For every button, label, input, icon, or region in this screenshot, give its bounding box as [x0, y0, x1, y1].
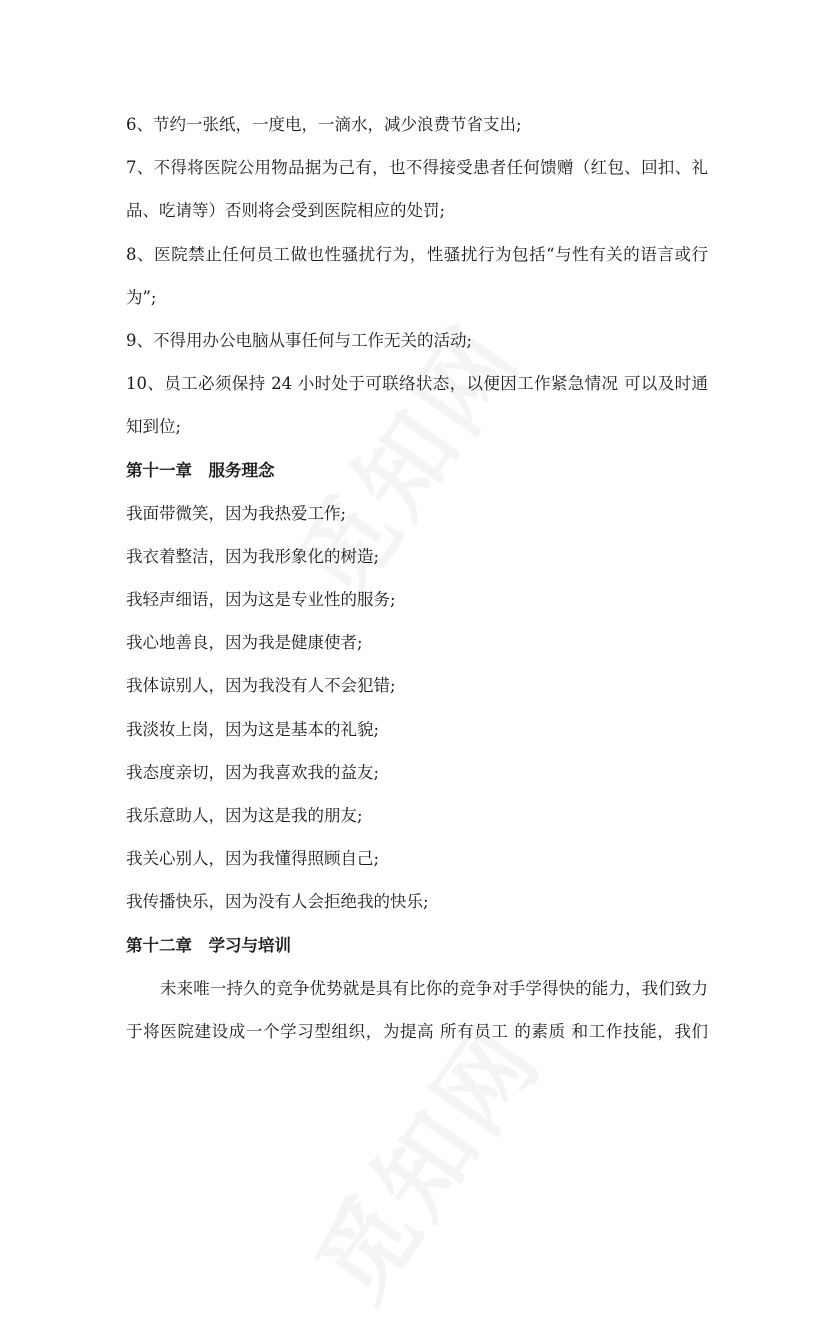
service-principle: 我轻声细语，因为这是专业性的服务;	[126, 590, 396, 610]
rule-item-8: 8、医院禁止任何员工做也性骚扰行为，性骚扰行为包括“与性有关的语言或行	[126, 244, 708, 264]
rule-item-9: 9、不得用办公电脑从事任何与工作无关的活动;	[126, 330, 473, 350]
service-principle: 我面带微笑，因为我热爱工作;	[126, 503, 347, 523]
service-principle: 我态度亲切，因为我喜欢我的益友;	[126, 762, 380, 782]
service-principle: 我传播快乐，因为没有人会拒绝我的快乐;	[126, 892, 429, 912]
service-principle: 我心地善良，因为我是健康使者;	[126, 633, 363, 653]
service-principle: 我衣着整洁，因为我形象化的树造;	[126, 546, 380, 566]
service-principle: 我乐意助人，因为这是我的朋友;	[126, 806, 363, 825]
chapter-heading-11: 第十一章 服务理念	[126, 460, 275, 480]
rule-item-7: 7、不得将医院公用物品据为己有，也不得接受患者任何馈赠（红包、回扣、礼	[126, 158, 708, 178]
service-principle: 我淡妆上岗，因为这是基本的礼貌;	[126, 719, 380, 739]
rule-item-10-cont: 知到位;	[126, 417, 182, 437]
chapter-heading-12: 第十二章 学习与培训	[126, 935, 291, 955]
rule-item-7-cont: 品、吃请等）否则将会受到医院相应的处罚;	[126, 201, 446, 221]
paragraph-line: 于将医院建设成一个学习型组织，为提高 所有员工 的素质 和工作技能，我们	[126, 1021, 708, 1041]
rule-item-8-cont: 为”;	[126, 287, 157, 307]
paragraph-line: 未来唯一持久的竞争优势就是具有比你的竞争对手学得快的能力，我们致力	[160, 978, 708, 998]
rule-item-10: 10、员工必须保持 24 小时处于可联络状态，以便因工作紧急情况 可以及时通	[126, 374, 708, 394]
document-body	[126, 103, 708, 1053]
service-principle: 我关心别人，因为我懂得照顾自己;	[126, 849, 380, 869]
rule-item-6: 6、节约一张纸，一度电，一滴水，减少浪费节省支出;	[126, 115, 522, 134]
service-principle: 我体谅别人，因为我没有人不会犯错;	[126, 676, 396, 696]
